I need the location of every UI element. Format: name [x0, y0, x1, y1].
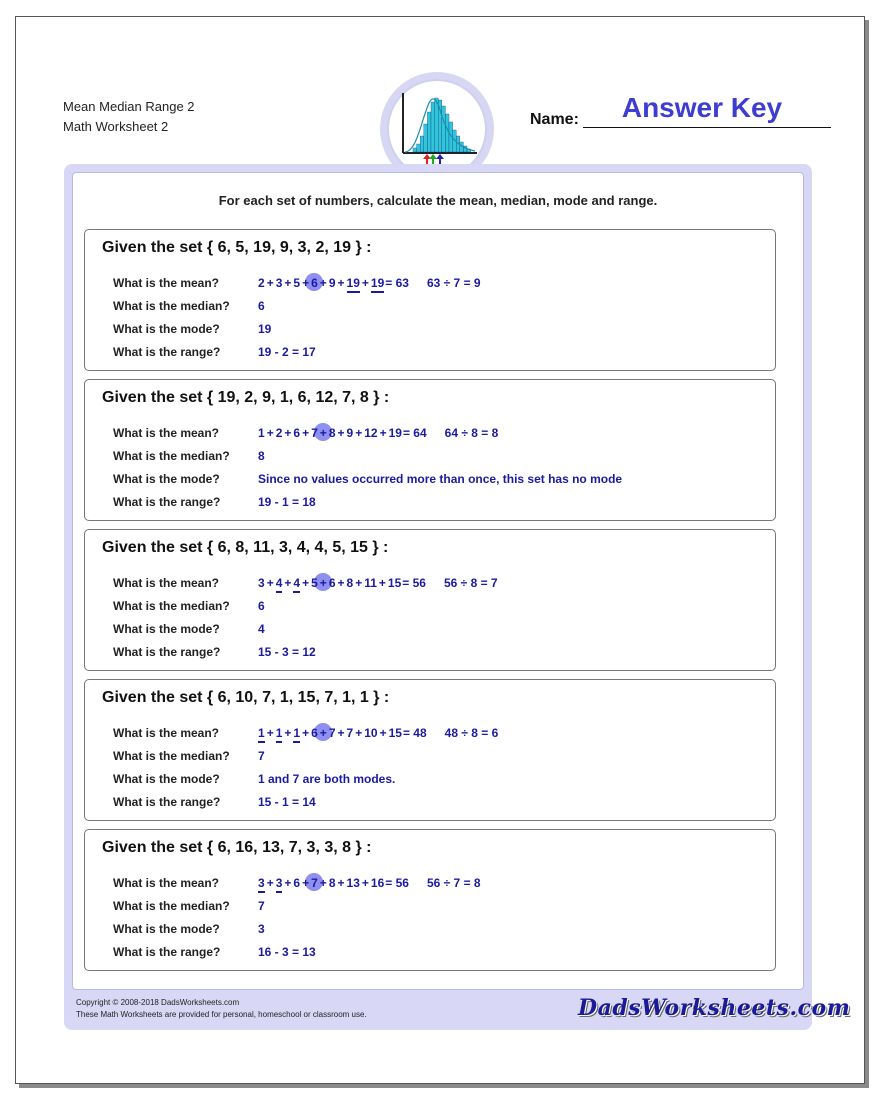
mode-question: What is the mode?: [113, 322, 220, 336]
histogram-bar: [431, 102, 435, 152]
sum-term: 6: [311, 726, 318, 740]
worksheet-title: Mean Median Range 2: [63, 99, 195, 114]
instructions: For each set of numbers, calculate the mean, median, mode and range.: [218, 193, 658, 208]
sum-term: 1: [276, 726, 283, 743]
mean-division: 48 ÷ 8 = 6: [444, 726, 499, 740]
sum-term: 2: [258, 276, 265, 290]
mean-division: 63 ÷ 7 = 9: [426, 276, 481, 290]
plus-sign: +: [302, 876, 310, 890]
problem-box: [84, 229, 776, 371]
mode-arrow-head: [436, 154, 444, 159]
plus-sign: +: [337, 276, 345, 290]
plus-sign: +: [284, 726, 292, 740]
mean-question: What is the mean?: [113, 276, 220, 290]
problem-box: [84, 829, 776, 971]
mean-division: 56 ÷ 8 = 7: [443, 576, 498, 590]
median-question: What is the median?: [113, 749, 230, 763]
sum-term: 3: [258, 876, 265, 893]
median-arrow-head: [429, 154, 437, 159]
histogram-graphic: [389, 81, 485, 177]
sum-term: 7: [328, 726, 336, 740]
plus-sign: +: [319, 876, 327, 890]
plus-sign: +: [284, 876, 292, 890]
copyright-text: Copyright © 2008-2018 DadsWorksheets.com: [76, 998, 240, 1007]
problem-box: [84, 679, 776, 821]
mean-question: What is the mean?: [113, 426, 220, 440]
plus-sign: +: [302, 576, 310, 590]
plus-sign: +: [337, 726, 345, 740]
range-answer: 19 - 1 = 18: [258, 495, 316, 509]
sum-result: = 63: [385, 276, 409, 290]
plus-sign: +: [355, 576, 363, 590]
sum-term: 16: [370, 876, 385, 890]
mode-question: What is the mode?: [113, 772, 220, 786]
sum-term: 1: [258, 726, 265, 743]
mean-answer: [258, 576, 498, 593]
mode-answer: 3: [258, 922, 265, 936]
plus-sign: +: [319, 276, 327, 290]
sum-term: 8: [328, 876, 336, 890]
sum-term: 5: [293, 276, 301, 290]
problem-set: Given the set { 19, 2, 9, 1, 6, 12, 7, 8 } :: [102, 389, 390, 406]
sum-term: 3: [275, 276, 283, 290]
mode-answer: 1 and 7 are both modes.: [258, 772, 396, 786]
plus-sign: +: [337, 426, 345, 440]
plus-sign: +: [266, 276, 274, 290]
median-answer: 8: [258, 449, 265, 463]
sum-term: 4: [276, 576, 283, 593]
range-question: What is the range?: [113, 495, 221, 509]
problem-set: Given the set { 6, 10, 7, 1, 15, 7, 1, 1 } :: [102, 689, 390, 706]
mean-answer: [258, 726, 498, 743]
median-answer: 6: [258, 299, 265, 313]
sum-term: 6: [311, 276, 318, 290]
plus-sign: +: [319, 726, 327, 740]
histogram-bar: [435, 98, 439, 152]
histogram-bar: [445, 114, 449, 152]
histogram-bar: [417, 144, 421, 152]
median-question: What is the median?: [113, 449, 230, 463]
sum-term: 4: [293, 576, 300, 593]
mean-sum: [258, 876, 384, 893]
mean-sum: [258, 426, 402, 440]
range-answer: 15 - 1 = 14: [258, 795, 316, 809]
footer-copyright: [76, 997, 367, 1021]
plus-sign: +: [302, 276, 310, 290]
histogram-bar: [427, 112, 431, 152]
mode-answer: 19: [258, 322, 272, 336]
sum-term: 15: [388, 726, 402, 740]
sum-term: 3: [258, 576, 265, 590]
plus-sign: +: [355, 426, 363, 440]
range-question: What is the range?: [113, 945, 221, 959]
median-answer: 6: [258, 599, 265, 613]
usage-notice: These Math Worksheets are provided for personal, homeschool or classroom use.: [76, 1010, 367, 1019]
problem-set: Given the set { 6, 8, 11, 3, 4, 4, 5, 15 } :: [102, 539, 389, 556]
sum-term: 7: [346, 726, 354, 740]
sum-term: 19: [388, 426, 402, 440]
plus-sign: +: [319, 426, 327, 440]
plus-sign: +: [302, 426, 310, 440]
plus-sign: +: [266, 426, 274, 440]
plus-sign: +: [337, 876, 345, 890]
mode-question: What is the mode?: [113, 472, 220, 486]
sum-term: 8: [328, 426, 336, 440]
problem-set: Given the set { 6, 16, 13, 7, 3, 3, 8 } :: [102, 839, 372, 856]
plus-sign: +: [361, 876, 369, 890]
median-question: What is the median?: [113, 599, 230, 613]
sum-result: = 64: [402, 426, 427, 440]
mean-sum: [258, 276, 384, 293]
range-question: What is the range?: [113, 345, 221, 359]
name-label: Name:: [530, 111, 579, 128]
sum-term: 9: [328, 276, 336, 290]
mean-sum: [258, 576, 401, 593]
sum-term: 6: [293, 876, 301, 890]
sum-term: 6: [293, 426, 301, 440]
sum-term: 3: [276, 876, 283, 893]
plus-sign: +: [284, 576, 292, 590]
mean-question: What is the mean?: [113, 876, 220, 890]
mode-answer: Since no values occurred more than once, this set has no mode: [258, 472, 623, 486]
sum-result: = 56: [385, 876, 409, 890]
worksheet-subtitle: Math Worksheet 2: [63, 119, 169, 134]
median-question: What is the median?: [113, 299, 230, 313]
sum-term: 1: [293, 726, 300, 743]
mode-answer: 4: [258, 622, 265, 636]
plus-sign: +: [337, 576, 345, 590]
plus-sign: +: [302, 726, 310, 740]
problem-box: [84, 379, 776, 521]
plus-sign: +: [266, 576, 274, 590]
mode-question: What is the mode?: [113, 922, 220, 936]
answer-key-text: Answer Key: [621, 92, 783, 123]
sum-term: 19: [347, 276, 360, 293]
histogram-bar: [420, 136, 424, 152]
problem-box: [84, 529, 776, 671]
range-answer: 15 - 3 = 12: [258, 645, 316, 659]
plus-sign: +: [319, 576, 327, 590]
histogram-bar: [413, 148, 417, 152]
sum-term: 10: [364, 726, 378, 740]
sum-result: = 48: [402, 726, 427, 740]
range-question: What is the range?: [113, 795, 221, 809]
sum-term: 7: [311, 426, 318, 440]
median-answer: 7: [258, 899, 265, 913]
dadsworksheets-logo: DadsWorksheets.com: [578, 995, 851, 1021]
sum-term: 13: [346, 876, 360, 890]
mean-division: 64 ÷ 8 = 8: [444, 426, 499, 440]
plus-sign: +: [379, 726, 387, 740]
sum-term: 7: [311, 876, 318, 890]
plus-sign: +: [378, 576, 386, 590]
mode-question: What is the mode?: [113, 622, 220, 636]
sum-term: 6: [328, 576, 336, 590]
median-answer: 7: [258, 749, 265, 763]
sum-term: 19: [371, 276, 384, 293]
mean-question: What is the mean?: [113, 726, 220, 740]
range-answer: 16 - 3 = 13: [258, 945, 316, 959]
histogram-bar: [424, 124, 428, 152]
name-line: [583, 127, 831, 128]
mean-answer: [258, 426, 498, 440]
sum-term: 15: [387, 576, 402, 590]
median-question: What is the median?: [113, 899, 230, 913]
plus-sign: +: [355, 726, 363, 740]
sum-result: = 56: [402, 576, 426, 590]
range-question: What is the range?: [113, 645, 221, 659]
sum-term: 1: [258, 426, 265, 440]
mean-answer: [258, 276, 481, 293]
mean-division: 56 ÷ 7 = 8: [426, 876, 481, 890]
sum-term: 11: [364, 576, 377, 590]
histogram-bar: [442, 106, 446, 152]
worksheet-header: [63, 97, 195, 137]
problem-set: Given the set { 6, 5, 19, 9, 3, 2, 19 } :: [102, 239, 372, 256]
plus-sign: +: [361, 276, 369, 290]
plus-sign: +: [266, 876, 274, 890]
mean-answer: [258, 876, 481, 893]
range-answer: 19 - 2 = 17: [258, 345, 316, 359]
mean-sum: [258, 726, 402, 743]
sum-term: 8: [346, 576, 354, 590]
sum-term: 2: [275, 426, 283, 440]
plus-sign: +: [284, 276, 292, 290]
plus-sign: +: [379, 426, 387, 440]
sum-term: 12: [364, 426, 378, 440]
sum-term: 9: [346, 426, 354, 440]
mean-question: What is the mean?: [113, 576, 220, 590]
sum-term: 5: [311, 576, 318, 590]
plus-sign: +: [284, 426, 292, 440]
plus-sign: +: [266, 726, 274, 740]
